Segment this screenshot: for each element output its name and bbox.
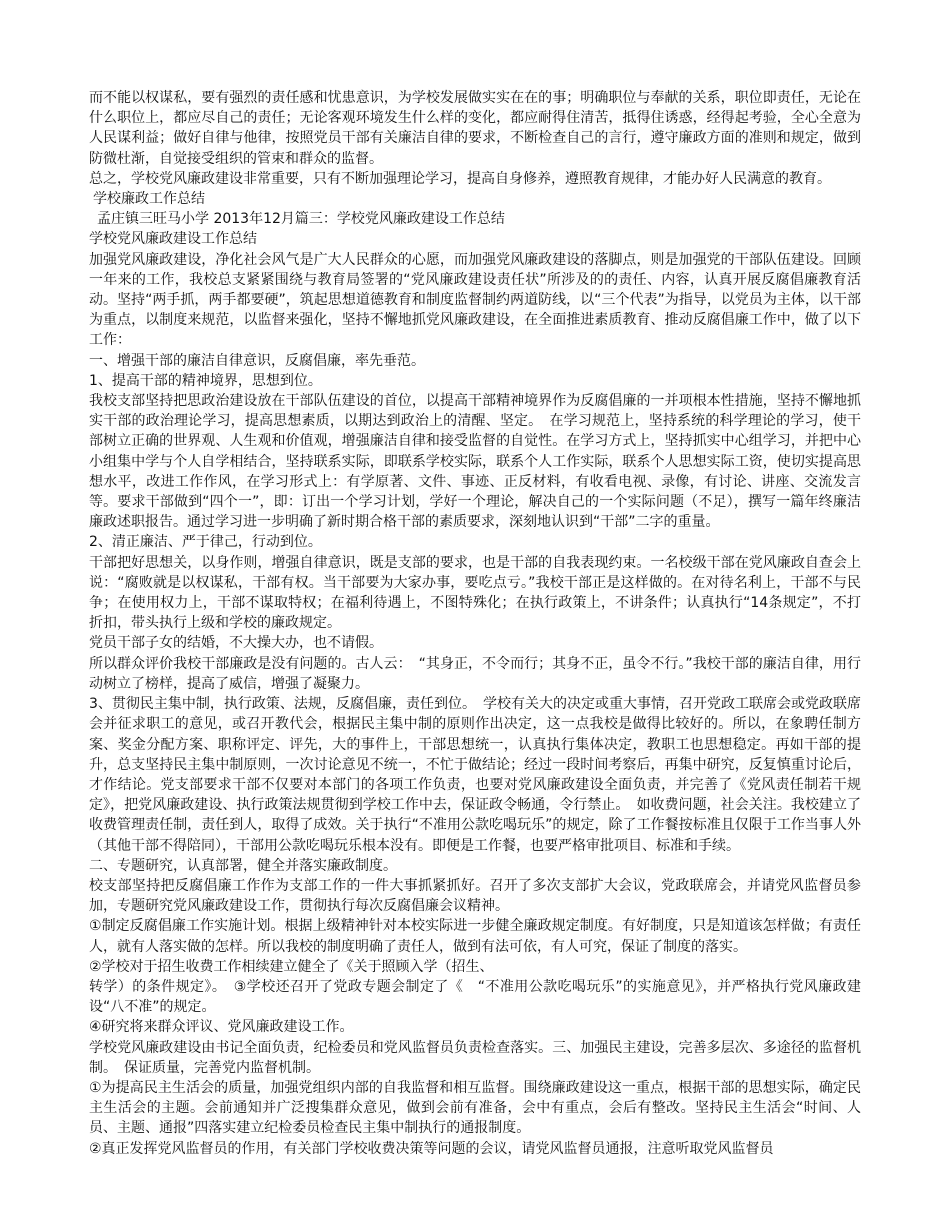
subsection-heading: 2、清正廉洁、严于律己，行动到位。 [89,534,322,551]
list-item: ②真正发挥党风监督员的作用，有关部门学校收费决策等问题的会议，请党风监督员通报，注意听取党风监督员 [89,1140,774,1157]
paragraph: 校支部坚持把反腐倡廉工作作为支部工作的一件大事抓紧抓好。召开了多次支部扩大会议，党政联席会，并请党风监督员参加，专题研究党风廉政建设工作，贯彻执行每次反腐倡廉会议精神。 [89,877,861,915]
document-title: 学校党风廉政建设工作总结 [89,231,257,248]
list-item: ④研究将来群众评议、党风廉政建设工作。 [89,1019,354,1036]
section-heading: 二、专题研究，认真部署，健全并落实廉政制度。 [89,857,397,874]
paragraph: 总之，学校党风廉政建设非常重要，只有不断加强理论学习，提高自身修养，遵照教育规律，才能办好人民满意的教育。 [89,170,831,187]
paragraph: 党员干部子女的结婚，不大操大办，也不请假。 [89,635,383,652]
list-item: ①为提高民主生活会的质量，加强党组织内部的自我监督和相互监督。围绕廉政建设这一重点，根据干部的思想实际，确定民主生活会的主题。会前通知并广泛搜集群众意见，做到会前有准备，会中有重点，会后有整改。坚持民主生活会“时间、人员、主题、通报”四落实建立纪检委员检查民主集中制执行的通报制度。 [89,1079,861,1137]
paragraph: 而不能以权谋私，要有强烈的责任感和忧患意识，为学校发展做实实在在的事；明确职位与奉献的关系，职位即责任，无论在什么职位上，都应尽自己的责任；无论客观环境发生什么样的变化，都应耐得住清苦，抵得住诱惑，经得起考验，全心全意为人民谋利益；做好自律与他律，按照党员干部有关廉洁自律的要求，不断检查自己的言行，遵守廉政方面的准则和规定，做到防微杜渐，自觉接受组织的管束和群众的监督。 [89,90,861,167]
list-item: ①制定反腐倡廉工作实施计划。根据上级精神针对本校实际进一步健全廉政规定制度。有好制度，只是知道该怎样做；有责任人，就有人落实做的怎样。所以我校的制度明确了责任人，做到有法可依，有人可究，保证了制度的落实。 [89,918,861,955]
paragraph: 我校支部坚持把思政治建设放在干部队伍建设的首位，以提高干部精神境界作为反腐倡廉的一并项根本性措施，坚持不懈地抓实干部的政治理论学习，提高思想素质，以期达到政治上的清醒、坚定。 在学习规范上，坚持系统的科学理论的学习，使干部树立正确的世界观、人生观和价值观，增强廉洁自律和接受监督的自觉性。在学习方式上，坚持抓实中心组学习，并把中心小组集中学与个人自学相结合，坚持联系实际，即联系学校实际，联系个人工作实际，联系个人思想实际工资，使切实提高思想水平，改进工作作风，在学习形式上：有学原著、文件、事迹、正反材料，有收看电视、录像，有讨论、讲座、交流发言等。要求干部做到“四个一”，即：订出一个学习计划，学好一个理论，解决自己的一个实际问题（不足），撰写一篇年终廉洁廉政述职报告。通过学习进一步明确了新时期合格干部的素质要求，深刻地认识到“干部”二字的重量。 [89,393,861,531]
byline: 孟庄镇三旺马小学 2013年12月篇三：学校党风廉政建设工作总结 [97,211,505,228]
paragraph: 学校党风廉政建设由书记全面负责，纪检委员和党风监督员负责检查落实。三、加强民主建设，完善多层次、多途径的监督机制。 保证质量，完善党内监督机制。 [89,1039,861,1076]
paragraph: 加强党风廉政建设，净化社会风气是广大人民群众的心愿，而加强党风廉政建设的落脚点，则是加强党的干部队伍建设。回顾一年来的工作，我校总支紧紧围绕与教育局签署的“党风廉政建设责任状”所涉及的的责任、内容，认真开展反腐倡廉教育活动。坚持“两手抓，两手都要硬”，筑起思想道德教育和制度监督制约两道防线，以“三个代表”为指导，以党员为主体，以干部为重点，以制度来规范，以监督来强化，坚持不懈地抓党风廉政建设，在全面推进素质教育、推动反腐倡廉工作中，做了以下工作： [89,251,861,349]
paragraph: 所以群众评价我校干部廉政是没有问题的。古人云： “其身正，不令而行；其身不正，虽令不行。”我校干部的廉洁自律，用行动树立了榜样，提高了威信，增强了凝聚力。 [89,655,861,692]
paragraph: 干部把好思想关，以身作则，增强自律意识，既是支部的要求，也是干部的自我表现约束。一名校级干部在党风廉政自查会上说：“腐败就是以权谋私，干部有权。当干部要为大家办事，要吃点亏。”我校干部正是这样做的。在对待名利上，干部不与民争；在使用权力上，干部不谋取特权；在福利待遇上，不图特殊化；在执行政策上，不讲条件；认真执行“14条规定”，不打折扣，带头执行上级和学校的廉政规定。 [89,554,861,632]
list-item: ②学校对于招生收费工作相续建立健全了《关于照顾入学（招生、 [89,958,494,975]
section-heading: 一、增强干部的廉洁自律意识，反腐倡廉，率先垂范。 [89,352,425,369]
list-item: 转学）的条件规定》。 ③学校还召开了党政专题会制定了《 “不准用公款吃喝玩乐”的实施意见》，并严格执行党风廉政建设“八不准”的规定。 [89,978,861,1016]
paragraph: 3、贯彻民主集中制，执行政策、法规，反腐倡廉，责任到位。 学校有关大的决定或重大事情，召开党政工联席会或党政联席会并征求职工的意见，或召开教代会，根据民主集中制的原则作出决定，这一点我校是做得比较好的。所以，在象聘任制方案、奖金分配方案、职称评定、评先，大的事件上，干部思想统一，认真执行集体决定，教职工也思想稳定。再如干部的提升，总支坚持民主集中制原则，一次讨论意见不统一，不忙于做结论；经过一段时间考察后，再集中研究，反复慎重讨论后，才作结论。党支部要求干部不仅要对本部门的各项工作负责，也要对党风廉政建设全面负责，并完善了《党风责任制若干规定》，把党风廉政建设、执行政策法规贯彻到学校工作中去，保证政令畅通，令行禁止。 如收费问题，社会关注。我校建立了收费管理责任制，责任到人，取得了成效。关于执行“不准用公款吃喝玩乐”的规定，除了工作餐按标准且仅限于工作当事人外（其他干部不得陪同），干部用公款吃喝玩乐根本没有。即便是工作餐，也要严格审批项目、标准和手续。 [89,696,861,854]
subsection-heading: 1、提高干部的精神境界，思想到位。 [89,372,322,389]
document-page [89,88,861,1159]
section-heading: 学校廉政工作总结 [93,191,205,208]
